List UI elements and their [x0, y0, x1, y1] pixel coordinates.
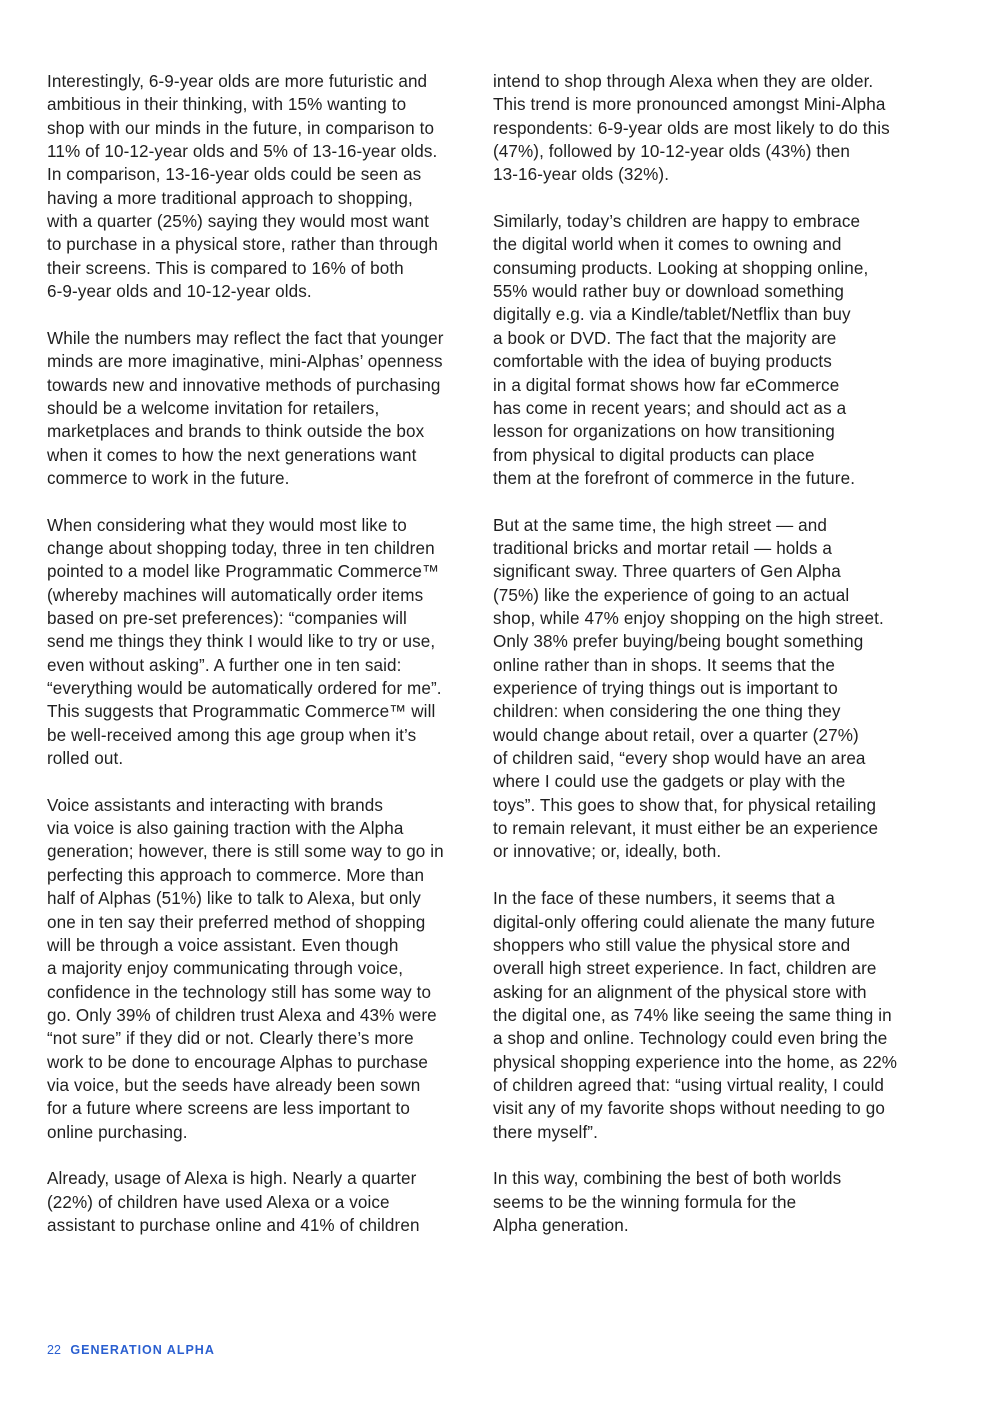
- text-line: Voice assistants and interacting with brands: [47, 795, 384, 815]
- text-line: ambitious in their thinking, with 15% wanting to: [47, 95, 407, 115]
- text-line: 6-9-year olds and 10-12-year olds.: [47, 282, 312, 302]
- page-footer: [47, 1342, 215, 1358]
- article-column-right: [493, 70, 933, 1261]
- text-line: “not sure” if they did or not. Clearly there’s more: [47, 1029, 414, 1049]
- text-line: shop, while 47% enjoy shopping on the high street.: [493, 609, 884, 628]
- text-line: lesson for organizations on how transitioning: [493, 422, 835, 442]
- text-line: minds are more imaginative, mini-Alphas’ openness: [47, 352, 443, 372]
- paragraph: [47, 1167, 477, 1237]
- text-line: But at the same time, the high street — and: [493, 515, 828, 535]
- text-line: or innovative; or, ideally, both.: [493, 842, 722, 862]
- paragraph: [493, 210, 933, 490]
- text-line: rolled out.: [47, 749, 124, 769]
- text-line: based on pre-set preferences): “companies will: [47, 609, 407, 628]
- paragraph: [47, 327, 477, 490]
- text-line: (22%) of children have used Alexa or a voice: [47, 1192, 390, 1212]
- text-line: from physical to digital products can place: [493, 445, 815, 465]
- text-line: Only 38% prefer buying/being bought something: [493, 632, 864, 652]
- text-line: one in ten say their preferred method of shopping: [47, 912, 426, 932]
- text-line: respondents: 6-9-year olds are most likely to do this: [493, 118, 890, 138]
- paragraph: [493, 1167, 933, 1237]
- text-line: consuming products. Looking at shopping online,: [493, 258, 869, 278]
- text-line: would change about retail, over a quarter (27%): [493, 725, 859, 745]
- text-line: experience of trying things out is important to: [493, 679, 838, 699]
- text-line: perfecting this approach to commerce. More than: [47, 865, 425, 885]
- text-line: When considering what they would most like to: [47, 515, 407, 535]
- text-line: In the face of these numbers, it seems that a: [493, 889, 835, 909]
- text-line: where I could use the gadgets or play with the: [493, 772, 846, 792]
- text-line: children: when considering the one thing they: [493, 702, 841, 722]
- paragraph: [493, 514, 933, 864]
- text-line: send me things they think I would like to try or use,: [47, 632, 436, 652]
- text-line: generation; however, there is still some way to go in: [47, 842, 444, 862]
- text-line: (whereby machines will automatically order items: [47, 585, 424, 605]
- text-line: via voice is also gaining traction with the Alpha: [47, 819, 404, 839]
- text-line: their screens. This is compared to 16% of both: [47, 258, 404, 278]
- text-line: significant sway. Three quarters of Gen Alpha: [493, 562, 841, 582]
- text-line: there myself”.: [493, 1122, 598, 1142]
- text-line: of children agreed that: “using virtual reality, I could: [493, 1075, 885, 1095]
- paragraph: [493, 70, 933, 187]
- text-line: assistant to purchase online and 41% of children: [47, 1216, 420, 1236]
- text-line: when it comes to how the next generations want: [47, 445, 417, 465]
- text-line: towards new and innovative methods of purchasing: [47, 375, 441, 395]
- text-line: work to be done to encourage Alphas to purchase: [47, 1052, 429, 1072]
- text-line: (75%) like the experience of going to an actual: [493, 585, 850, 605]
- paragraph: [47, 794, 477, 1144]
- text-line: traditional bricks and mortar retail — holds a: [493, 538, 833, 558]
- text-line: Similarly, today’s children are happy to embrace: [493, 212, 861, 232]
- text-line: half of Alphas (51%) like to talk to Alexa, but only: [47, 889, 421, 909]
- text-line: even without asking”. A further one in ten said:: [47, 655, 402, 675]
- text-line: 11% of 10-12-year olds and 5% of 13-16-year olds.: [47, 142, 438, 162]
- text-line: change about shopping today, three in ten children: [47, 538, 435, 558]
- paragraph: [493, 887, 933, 1144]
- text-line: confidence in the technology still has some way to: [47, 982, 432, 1002]
- text-line: to purchase in a physical store, rather than through: [47, 235, 438, 255]
- text-line: having a more traditional approach to shopping,: [47, 188, 413, 208]
- text-line: a book or DVD. The fact that the majority are: [493, 328, 837, 348]
- text-line: with a quarter (25%) saying they would most want: [47, 212, 429, 232]
- text-line: has come in recent years; and should act as a: [493, 398, 847, 418]
- text-line: via voice, but the seeds have already been sown: [47, 1075, 421, 1095]
- text-line: shoppers who still value the physical store and: [493, 935, 851, 955]
- text-line: (47%), followed by 10-12-year olds (43%) then: [493, 142, 850, 162]
- text-line: In this way, combining the best of both worlds: [493, 1169, 842, 1189]
- text-line: Alpha generation.: [493, 1216, 629, 1236]
- text-line: for a future where screens are less important to: [47, 1099, 410, 1119]
- text-line: a majority enjoy communicating through voice,: [47, 959, 404, 979]
- paragraph: [47, 514, 477, 771]
- text-line: in a digital format shows how far eCommerce: [493, 375, 840, 395]
- text-line: physical shopping experience into the home, as 22%: [493, 1052, 898, 1072]
- text-line: overall high street experience. In fact, children are: [493, 959, 877, 979]
- text-line: online rather than in shops. It seems that the: [493, 655, 835, 675]
- text-line: be well-received among this age group when it’s: [47, 725, 417, 745]
- text-line: In comparison, 13-16-year olds could be seen as: [47, 165, 422, 185]
- text-line: of children said, “every shop would have an area: [493, 749, 866, 769]
- text-line: seems to be the winning formula for the: [493, 1192, 797, 1212]
- text-line: comfortable with the idea of buying products: [493, 352, 832, 372]
- text-line: the digital one, as 74% like seeing the same thing in: [493, 1005, 892, 1025]
- text-line: them at the forefront of commerce in the future.: [493, 468, 856, 488]
- text-line: the digital world when it comes to owning and: [493, 235, 842, 255]
- text-line: to remain relevant, it must either be an experience: [493, 819, 879, 839]
- text-line: shop with our minds in the future, in comparison to: [47, 118, 435, 138]
- text-line: 55% would rather buy or download something: [493, 282, 845, 302]
- text-line: go. Only 39% of children trust Alexa and 43% were: [47, 1005, 437, 1025]
- text-line: This suggests that Programmatic Commerce™ will: [47, 702, 436, 722]
- text-line: toys”. This goes to show that, for physical retailing: [493, 795, 877, 815]
- text-line: Interestingly, 6-9-year olds are more futuristic and: [47, 72, 428, 91]
- text-line: will be through a voice assistant. Even though: [47, 935, 399, 955]
- text-line: While the numbers may reflect the fact that younger: [47, 328, 444, 348]
- paragraph: [47, 70, 477, 303]
- text-line: intend to shop through Alexa when they are older.: [493, 72, 874, 91]
- text-line: visit any of my favorite shops without needing to go: [493, 1099, 885, 1119]
- text-line: marketplaces and brands to think outside the box: [47, 422, 425, 442]
- text-line: This trend is more pronounced amongst Mini-Alpha: [493, 95, 886, 115]
- text-line: digitally e.g. via a Kindle/tablet/Netflix than buy: [493, 305, 851, 325]
- text-line: asking for an alignment of the physical store with: [493, 982, 867, 1002]
- text-line: a shop and online. Technology could even bring the: [493, 1029, 888, 1049]
- text-line: 13-16-year olds (32%).: [493, 165, 670, 185]
- text-line: pointed to a model like Programmatic Commerce™: [47, 562, 440, 582]
- text-line: “everything would be automatically ordered for me”.: [47, 679, 442, 699]
- text-line: Already, usage of Alexa is high. Nearly a quarter: [47, 1169, 417, 1189]
- text-line: online purchasing.: [47, 1122, 188, 1142]
- text-line: commerce to work in the future.: [47, 468, 290, 488]
- article-column-left: [47, 70, 477, 1261]
- page-number: 22: [47, 1343, 61, 1357]
- text-line: should be a welcome invitation for retailers,: [47, 398, 380, 418]
- text-line: digital-only offering could alienate the many future: [493, 912, 876, 932]
- publication-title: GENERATION ALPHA: [70, 1343, 215, 1357]
